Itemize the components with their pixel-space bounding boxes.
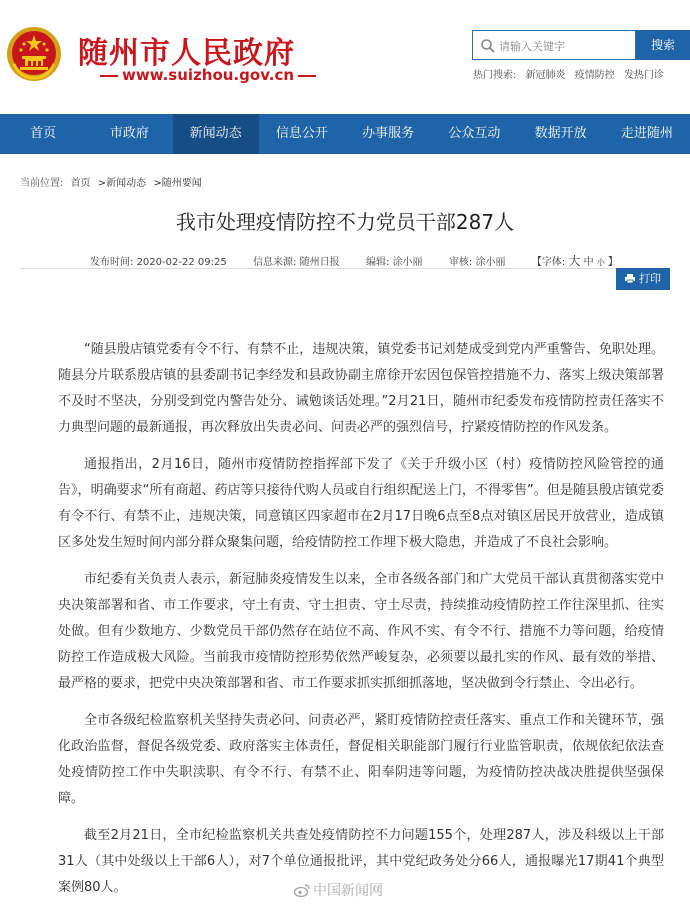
- font-size-small[interactable]: 小: [596, 258, 605, 267]
- article-body: [58, 337, 664, 912]
- breadcrumb-label: 当前位置:: [20, 178, 64, 189]
- site-header: [0, 0, 690, 114]
- breadcrumb-home[interactable]: 首页: [70, 178, 91, 189]
- nav-item-home[interactable]: 首页: [30, 126, 57, 141]
- watermark: [294, 880, 383, 900]
- article-paragraph: 通报指出，2月16日，随州市疫情防控指挥部下发了《关于升级小区（村）疫情防控风险管控的通告》，明确要求“所有商超、药店等只接待代购人员或自行组织配送上门，不得零售”。但是随县殷店镇党委有令不行、有禁不止，违规决策，同意镇区四家超市在2月17日晚6点至8点对镇区居民开放营业，造成镇区多处发生短时间内部分群众聚集问题，给疫情防控工作埋下极大隐患，并造成了不良社会影响。: [58, 457, 664, 550]
- font-size-large[interactable]: 大: [568, 254, 581, 268]
- publish-time: 2020-02-22 09:25: [136, 257, 227, 268]
- editor-label: 编辑:: [366, 257, 390, 268]
- weibo-icon: [294, 884, 310, 897]
- article-title: 我市处理疫情防控不力党员干部287人: [175, 210, 515, 234]
- nav-item-open-data[interactable]: 数据开放: [534, 126, 587, 141]
- article-paragraph: 截至2月21日，全市纪检监察机关共查处疫情防控不力问题155个，处理287人，涉及科级以上干部31人（其中处级以上干部6人），对7个单位通报批评，其中党纪政务处分66人，通报曝光17期41个典型案例80人。: [58, 828, 664, 895]
- site-url: [96, 66, 320, 84]
- reviewer-label: 审核:: [448, 257, 473, 268]
- print-button[interactable]: [616, 268, 670, 290]
- article-paragraph: 全市各级纪检监察机关坚持失责必问、问责必严，紧盯疫情防控责任落实、重点工作和关键环节，强化政治监督，督促各级党委、政府落实主体责任，督促相关职能部门履行行业监管职责，依规依纪依法查处疫情防控工作中失职渎职、有令不行、有禁不止、阳奉阴违等问题，为疫情防控决战决胜提供坚强保障。: [58, 713, 664, 806]
- breadcrumb-news[interactable]: >新闻动态: [97, 178, 147, 189]
- editor: 涂小丽: [392, 257, 423, 268]
- site-url-text: www.suizhou.gov.cn: [122, 66, 295, 84]
- search-button[interactable]: 搜索: [636, 30, 690, 60]
- url-dash-right: [298, 75, 316, 77]
- breadcrumb-suizhou-news[interactable]: >随州要闻: [153, 178, 202, 189]
- breadcrumb: [20, 174, 206, 189]
- nav-item-about-suizhou[interactable]: 走进随州: [620, 126, 673, 141]
- hot-search-term-2[interactable]: 疫情防控: [574, 70, 615, 81]
- nav-item-government[interactable]: 市政府: [109, 126, 149, 141]
- hot-search-term-3[interactable]: 发热门诊: [623, 70, 664, 81]
- source: 随州日报: [299, 257, 340, 268]
- hot-search-term-1[interactable]: 新冠肺炎: [525, 70, 566, 81]
- reviewer: 涂小丽: [475, 257, 506, 268]
- hot-search-row: [473, 66, 670, 81]
- publish-time-label: 发布时间:: [90, 257, 134, 268]
- search-input[interactable]: [499, 36, 633, 56]
- url-dash-left: [100, 75, 118, 77]
- article-paragraph: 市纪委有关负责人表示，新冠肺炎疫情发生以来，全市各级各部门和广大党员干部认真贯彻落实党中央决策部署和省、市工作要求，守土有责、守土担责、守土尽责，持续推动疫情防控工作往深里抓、往实处做。但有少数地方、少数党员干部仍然存在站位不高、作风不实、有令不行、措施不力等问题，给疫情防控工作造成极大风险。当前我市疫情防控形势依然严峻复杂，必须要以最扎实的作风、最有效的举措、最严格的要求，把党中央决策部署和省、市工作要求抓实抓细抓落地，坚决做到令行禁止、令出必行。: [58, 572, 664, 691]
- font-size-close: 】: [608, 257, 619, 268]
- article-paragraph: “随县殷店镇党委有令不行、有禁不止，违规决策，镇党委书记刘楚成受到党内严重警告、免职处理。随县分片联系殷店镇的县委副书记李经发和县政协副主席徐开宏因包保管控措施不力、落实上级决策部署不及时不坚决，分别受到党内警告处分、诫勉谈话处理。”2月21日，随州市纪委发布疫情防控责任落实不力典型问题的最新通报，再次释放出失责必问、问责必严的强烈信号，拧紧疫情防控的作风发条。: [58, 342, 664, 435]
- font-size-medium[interactable]: 中: [583, 257, 594, 268]
- printer-icon: [625, 274, 635, 283]
- nav-item-services[interactable]: 办事服务: [362, 126, 415, 141]
- watermark-text: 中国新闻网: [313, 883, 383, 899]
- article-meta: [90, 252, 618, 269]
- font-size-control: [531, 254, 619, 268]
- national-emblem-icon: [6, 26, 62, 82]
- meta-divider: [20, 268, 670, 269]
- nav-item-interaction[interactable]: 公众互动: [448, 126, 501, 141]
- hot-search-label: 热门搜索:: [473, 70, 517, 81]
- main-nav: [0, 114, 690, 154]
- font-size-label: 【字体:: [531, 257, 566, 268]
- source-label: 信息来源:: [253, 257, 297, 268]
- search-icon: [480, 38, 496, 54]
- print-label: 打印: [639, 272, 661, 285]
- nav-item-news[interactable]: 新闻动态: [173, 114, 259, 154]
- site-title: 随州市人民政府: [78, 36, 295, 71]
- search-box: [472, 30, 636, 60]
- nav-item-info-disclosure[interactable]: 信息公开: [275, 126, 328, 141]
